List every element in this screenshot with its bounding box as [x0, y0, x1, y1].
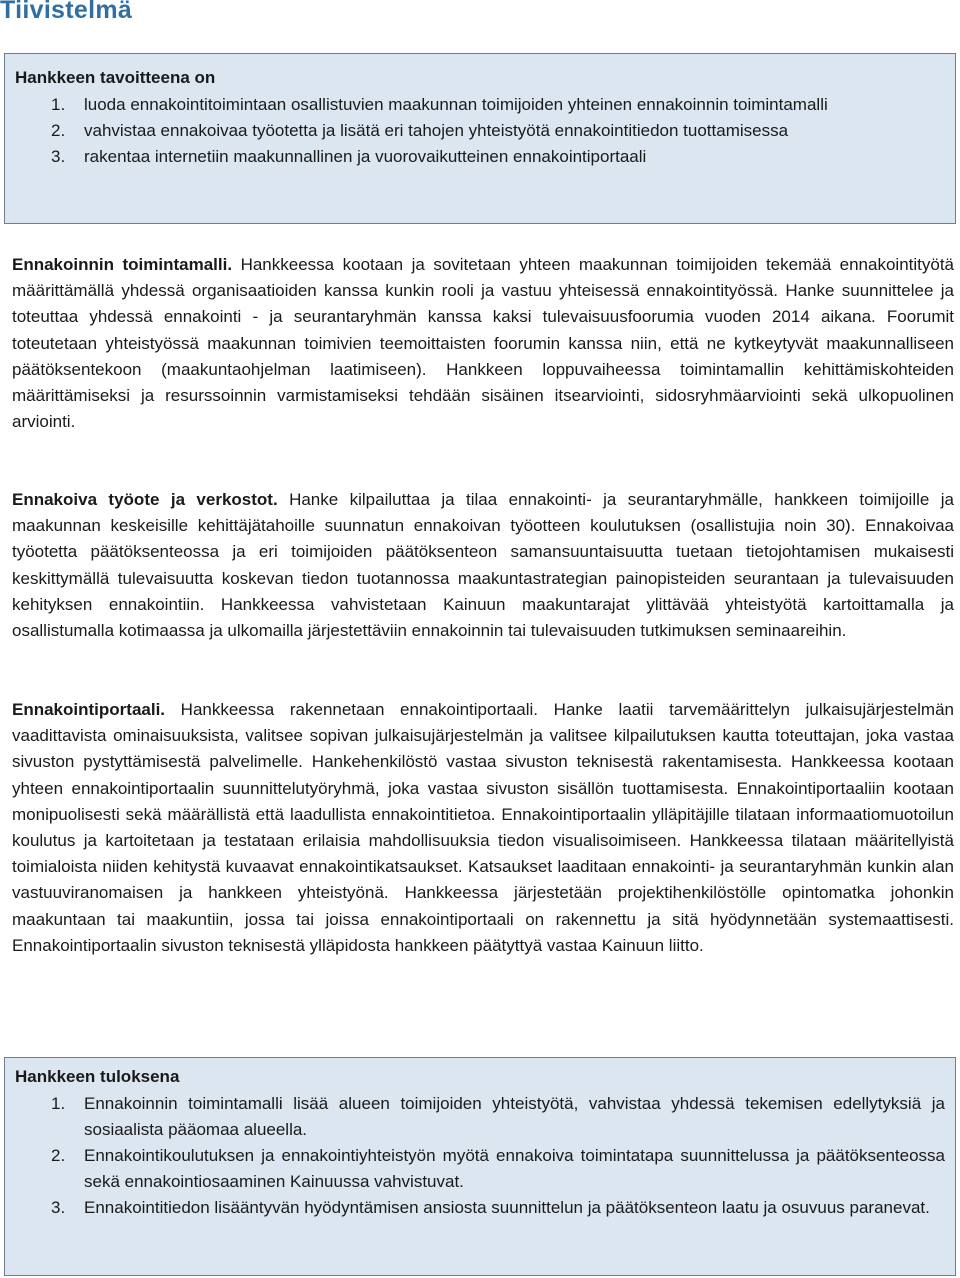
results-heading: Hankkeen tuloksena: [15, 1067, 180, 1086]
section-lead: Ennakoinnin toimintamalli.: [12, 255, 233, 274]
page-title: Tiivistelmä: [0, 0, 133, 24]
section-tyoote: [12, 487, 954, 644]
section-body: Hankkeessa rakennetaan ennakointiportaali. Hanke laatii tarvemäärittelyn julkaisujärjestelmän vaadittavista ominaisuuksista, valitsee sopivan julkaisujärjestelmän ja valitsee kilpailutuksen kautta toteuttajan, joka vastaa sivuston pystyttämisestä palvelimelle. Hankehenkilöstö vastaa sivuston teknisestä rakentamisesta. Hankkeessa kootaan yhteen ennakointiportaalin suunnittelutyöryhmä, joka vastaa sivuston sisällön tuottamisesta. Ennakointiportaaliin kootaan monipuolisesti sekä määrällistä että laadullista ennakointitietoa. Ennakointiportaalin ylläpitäjille tilataan informaatiomuotoilun koulutus ja kartoitetaan ja testataan erilaisia mahdollisuuksia tiedon visualisoimiseen. Hankkeessa tilataan määritellyistä toimialoista niiden kehitystä kuvaavat ennakointikatsaukset. Katsaukset laaditaan ennakointi- ja seurantaryhmän kunkin alan vastuuviranomaisen ja hankkeen yhteistyönä. Hankkeessa järjestetään projektihenkilöstölle opintomatka johonkin maakuntaan tai maakuntiin, jossa tai joissa ennakointiportaali on rakennettu ja sitä hyödynnetään systemaattisesti. Ennakointiportaalin sivuston teknisestä ylläpidosta hankkeen päätyttyä vastaa Kainuun liitto.: [12, 700, 954, 955]
result-text: Ennakointikoulutuksen ja ennakointiyhteistyön myötä ennakoiva toimintatapa suunnittelussa ja päätöksenteossa sekä ennakointiosaaminen Kainuussa vahvistuvat.: [84, 1146, 945, 1191]
result-item: [5, 1091, 955, 1143]
result-number: 2.: [51, 1146, 66, 1165]
goal-text: rakentaa internetiin maakunnallinen ja vuorovaikutteinen ennakointiportaali: [84, 147, 647, 166]
goal-item: [5, 144, 955, 170]
goal-text: luoda ennakointitoimintaan osallistuvien maakunnan toimijoiden yhteinen ennakoinnin toimintamalli: [84, 95, 828, 114]
section-lead: Ennakointiportaali.: [12, 700, 166, 719]
section-body: Hankkeessa kootaan ja sovitetaan yhteen maakunnan toimijoiden tekemää ennakointityötä määrittämällä yhdessä organisaatioiden kanssa kunkin rooli ja vastuu yhteisessä ennakointityössä. Hanke suunnittelee ja toteuttaa yhdessä ennakointi - ja seurantaryhmän kanssa kaksi tulevaisuusfoorumia vuoden 2014 aikana. Foorumit toteutetaan yhteistyössä maakunnan toimivien teemoittaisten foorumin kanssa niin, että ne kytkeytyvät maakunnalliseen päätöksentekoon (maakuntaohjelman laatimiseen). Hankkeen loppuvaiheessa toimintamallin kehittämiskohteiden määrittämiseksi ja resurssoinnin varmistamiseksi tehdään sisäinen itsearviointi, sidosryhmäarviointi sekä ulkopuolinen arviointi.: [12, 255, 955, 432]
result-number: 3.: [51, 1198, 66, 1217]
goal-number: 2.: [51, 121, 66, 140]
result-item: [5, 1143, 955, 1195]
goal-item: [5, 118, 955, 144]
result-text: Ennakoinnin toimintamalli lisää alueen toimijoiden yhteistyötä, vahvistaa yhdessä tekemisen edellytyksiä ja sosiaalista pääomaa alueella.: [84, 1094, 945, 1139]
section-body: Hanke kilpailuttaa ja tilaa ennakointi- ja seurantaryhmälle, hankkeen toimijoille ja maakunnan keskeisille kehittäjätahoille suunnatun ennakoivan työotteen koulutuksen (osallistujia noin 30). Ennakoivaa työotetta päätöksenteossa ja eri toimijoiden päätöksenteon samansuuntaisuutta tuetaan tietojohtamisen mukaisesti keskittymällä tulevaisuutta koskevan tiedon tuotannossa maakuntastrategian painopisteiden seurantaan ja tulevaisuuden kehityksen ennakointiin. Hankkeessa vahvistetaan Kainuun maakuntarajat ylittävää yhteistyötä kartoittamalla ja osallistumalla kotimaassa ja ulkomailla järjestettäviin ennakoinnin tai tulevaisuuden tutkimuksen seminaareihin.: [12, 490, 954, 641]
goal-number: 1.: [51, 95, 66, 114]
section-portaali: [12, 697, 954, 959]
goal-number: 3.: [51, 147, 66, 166]
goals-box: [4, 53, 956, 224]
goal-text: vahvistaa ennakoivaa työotetta ja lisätä eri tahojen yhteistyötä ennakointitiedon tuottamisessa: [84, 121, 789, 140]
section-lead: Ennakoiva työote ja verkostot.: [12, 490, 278, 509]
result-item: [5, 1195, 955, 1221]
section-toimintamalli: [12, 252, 954, 435]
results-box: [4, 1057, 956, 1276]
goals-heading: Hankkeen tavoitteena on: [15, 68, 216, 87]
goal-item: [5, 92, 955, 118]
goals-list: [5, 92, 955, 170]
results-list: [5, 1091, 955, 1221]
result-text: Ennakointitiedon lisääntyvän hyödyntämisen ansiosta suunnittelun ja päätöksenteon laatu ja osuvuus paranevat.: [84, 1198, 930, 1217]
result-number: 1.: [51, 1094, 66, 1113]
